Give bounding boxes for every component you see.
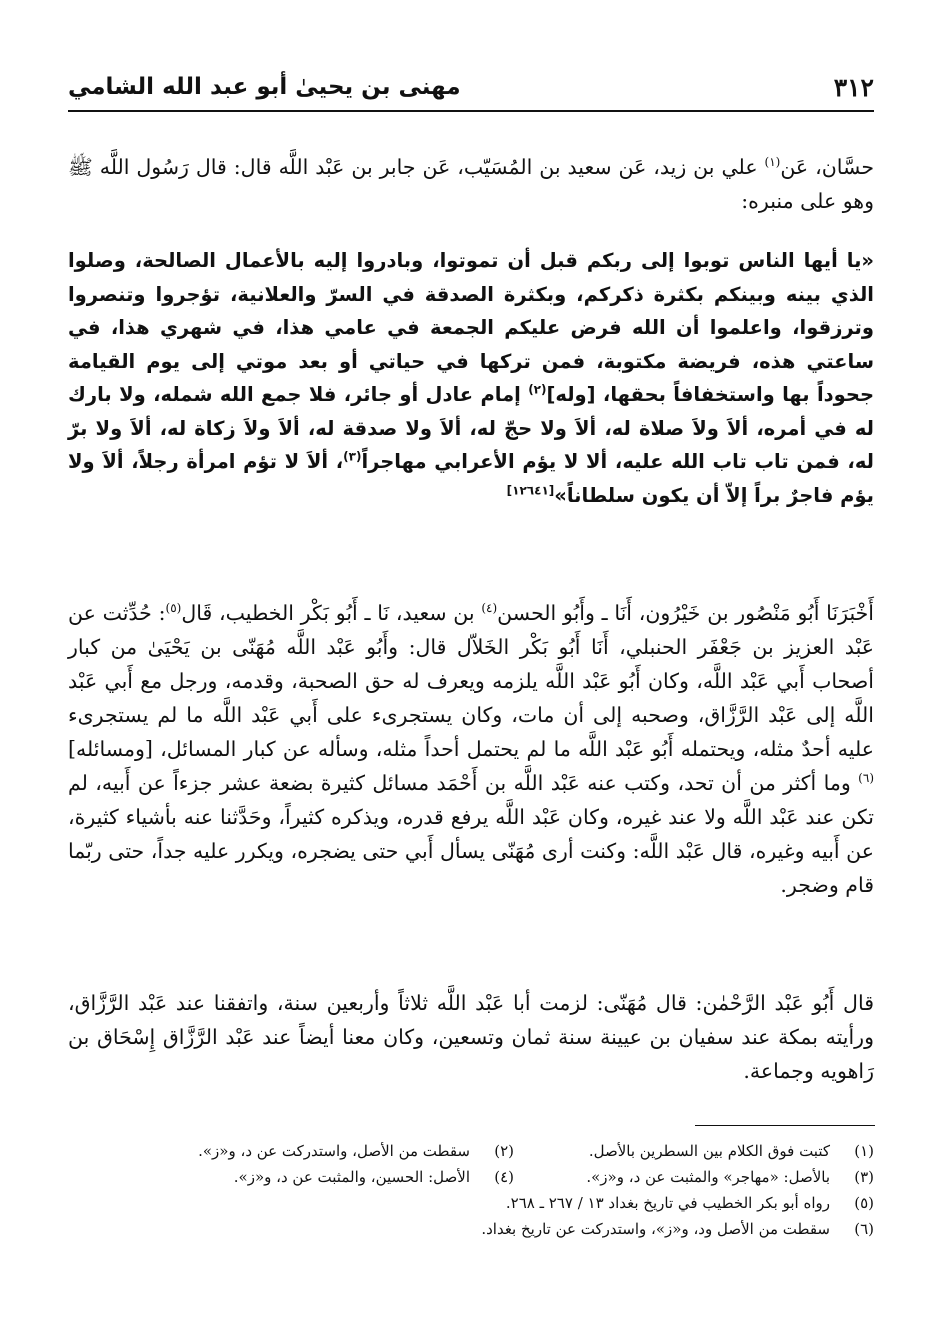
running-head: مهنى بن يحيىٰ أبو عبد الله الشامي — [68, 74, 461, 100]
footnotes — [68, 1138, 874, 1242]
footnote-item — [514, 1164, 874, 1190]
paragraph-biography — [68, 596, 874, 902]
footnote-item — [154, 1164, 514, 1190]
footnote-ref[interactable]: (٦) — [858, 771, 874, 786]
footnote-row — [68, 1164, 874, 1190]
text-run: وما أكثر من أن تحد، وكتب عنه عَبْد اللَّه بن أَحْمَد مسائل كثيرة بضعة عشر جزءاً عن أَبيه، لم تكن عند عَبْد اللَّه ولا عند غيره، وكان عَبْد اللَّه يرفع قدره، ويذكره كثيراً، وحَدَّثنا عنه بأشياء كثيرة، عن أَبيه وغيره، قال عَبْد اللَّه: وكنت أرى مُهَنّى يسأل أَبي حتى يضجره، ويكرر عليه جداً، حتى ربّما قام وضجر. — [68, 771, 874, 897]
text-run: بن سعيد، نَا ـ أَبُو بَكْر الخطيب، قَال — [181, 601, 482, 625]
footnote-ref[interactable]: (٢) — [528, 382, 547, 397]
footnote-text: سقطت من الأصل ود، و«ز»، واستدركت عن تاريخ بغداد. — [481, 1220, 830, 1238]
footnote-item — [154, 1138, 514, 1164]
footnote-ref[interactable]: (١) — [764, 155, 781, 170]
footnote-number: (٢) — [494, 1142, 514, 1160]
text-run: ، ألاَ لا تؤم امرأة رجلاً، ألاَ ولا يؤم فاجرٌ براً إلاّ أن يكون سلطاناً» — [68, 450, 874, 507]
footnote-text: سقطت من الأصل، واستدركت عن د، و«ز». — [198, 1142, 470, 1160]
paragraph-closing — [68, 986, 874, 1088]
text-run: أَخْبَرَنَا أَبُو مَنْصُور بن خَيْرُون، أَنَا ـ وأَبُو الحسن — [497, 601, 874, 625]
footnote-ref[interactable]: (٣) — [343, 449, 362, 464]
text-run: «يا أيها الناس توبوا إلى ربكم قبل أن تموتوا، وبادروا إليه بالأعمال الصالحة، وصلوا الذي بينه وبينكم بكثرة ذكركم، وبكثرة الصدقة في السرّ والعلانية، تؤجروا وتنصروا وترزقوا، واعلموا أن الله فرض عليكم الجمعة في عامي هذا، في شهري هذا، في ساعتي هذه، فريضة مكتوبة، فمن تركها في حياتي أو بعد موتي إلى يوم القيامة جحوداً بها واستخفافاً بحقها، [وله] — [68, 249, 874, 406]
footnote-item — [514, 1138, 874, 1164]
text-run: : حُدِّثت عن عَبْد العزيز بن جَعْفَر الحنبلي، أَنَا أَبُو بَكْر الخَلاّل قال: وأَبُو عَبْد اللَّه مُهَنّى بن يَحْيَىٰ من كبار أصحاب أَبي عَبْد اللَّه، وكان أَبُو عَبْد اللَّه يلزمه ويعرف له حق الصحبة، وقدمه، ورجل مع أَبي عَبْد اللَّه إلى عَبْد الرَّزَّاق، وصحبه إلى أن مات، وكان يستجرىء على أَبي عَبْد اللَّه ما لم يستجرىء عليه أحدٌ مثله، ويحتمله أَبُو عَبْد اللَّه ما لم يحتمل أحداً مثله، وسأله عن كبار المسائل، [ومسائله] — [68, 601, 874, 761]
paragraph-isnad — [68, 150, 874, 218]
footnote-ref[interactable]: (٥) — [165, 601, 182, 616]
footnote-item — [68, 1190, 874, 1216]
footnote-item — [68, 1216, 874, 1242]
page-header — [68, 64, 874, 112]
footnote-text: كتبت فوق الكلام بين السطرين بالأصل. — [588, 1142, 830, 1160]
footnote-text: رواه أبو بكر الخطيب في تاريخ بغداد ١٣ / ٢٦٧ ـ ٢٦٨. — [505, 1194, 830, 1212]
text-run: حسَّان، عَن — [780, 155, 874, 179]
footnote-divider — [695, 1125, 875, 1126]
text-run: إمام عادل أو جائر، فلا جمع الله شمله، ولا بارك له في أمره، ألاَ ولاَ صلاة له، ألاَ ولا حجّ له، ألاَ ولا صدقة له، ألاَ ولاَ زكاة له، ألاَ ولا برّ له، فمن تاب تاب الله عليه، ألا لا يؤم الأعرابي مهاجراً — [68, 383, 874, 473]
text-run: قال أَبُو عَبْد الرَّحْمٰن: قال مُهَنّى: لزمت أبا عَبْد اللَّه ثلاثاً وأربعين سنة، واتفقنا عند عَبْد الرَّزَّاق، ورأيته بمكة عند سفيان بن عيينة سنة ثمان وتسعين، وكان معنا أيضاً عند عَبْد الرَّزَّاق إِسْحَاق بن رَاهويه وجماعة. — [68, 991, 874, 1083]
footnote-number: (١) — [854, 1142, 874, 1160]
footnote-ref[interactable]: (٤) — [481, 601, 498, 616]
hadith-number: [١٢٦٤١] — [506, 483, 555, 497]
footnote-number: (٦) — [854, 1220, 874, 1238]
paragraph-hadith — [68, 244, 874, 512]
footnote-row — [68, 1138, 874, 1164]
footnote-number: (٣) — [854, 1168, 874, 1186]
footnote-text: بالأصل: «مهاجر» والمثبت عن د، و«ز». — [586, 1168, 830, 1186]
text-run: علي بن زيد، عَن سعيد بن المُسَيّب، عَن جابر بن عَبْد اللَّه قال: قال رَسُول اللَّه ﷺ وهو على منبره: — [68, 155, 874, 213]
page-number: ٣١٢ — [833, 72, 874, 102]
footnote-number: (٥) — [854, 1194, 874, 1212]
footnote-number: (٤) — [494, 1168, 514, 1186]
footnote-text: الأصل: الحسين، والمثبت عن د، و«ز». — [233, 1168, 470, 1186]
